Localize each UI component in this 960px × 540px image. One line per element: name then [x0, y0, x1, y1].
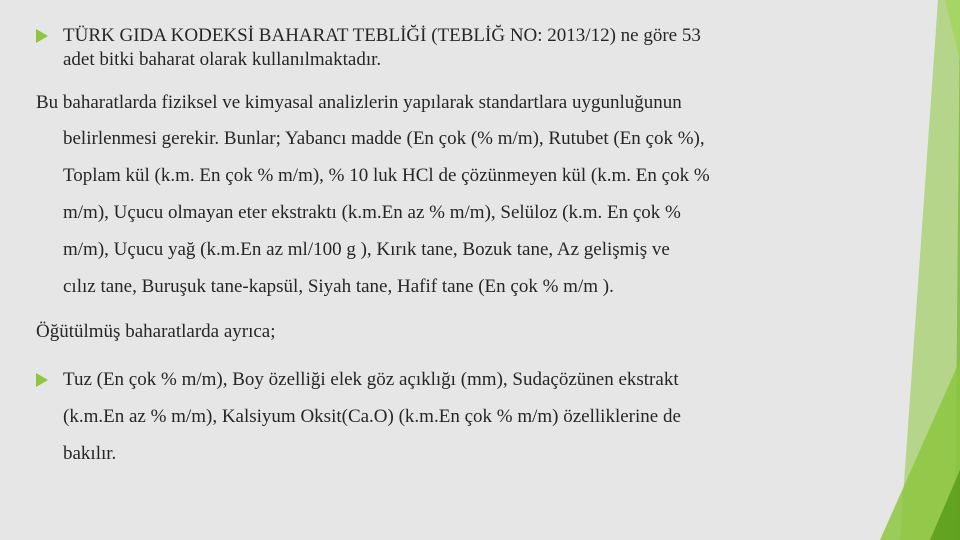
paragraph1-line3: Toplam kül (k.m. En çok % m/m), % 10 luk HCl de çözünmeyen kül (k.m. En çok %: [63, 165, 710, 186]
paragraph1-line6: cılız tane, Buruşuk tane-kapsül, Siyah tane, Hafif tane (En çok % m/m ).: [63, 276, 614, 297]
bullet1-line2: adet bitki baharat olarak kullanılmaktadır.: [63, 49, 382, 70]
section-heading: Öğütülmüş baharatlarda ayrıca;: [36, 321, 276, 342]
bullet2-line1: Tuz (En çok % m/m), Boy özelliği elek göz açıklığı (mm), Sudaçözünen ekstrakt: [63, 369, 679, 390]
bullet2-line3: bakılır.: [63, 443, 117, 464]
paragraph1-line5: m/m), Uçucu yağ (k.m.En az ml/100 g ), Kırık tane, Bozuk tane, Az gelişmiş ve: [63, 239, 670, 260]
bullet-marker-icon: [36, 29, 48, 43]
bullet-marker-icon: [36, 373, 48, 387]
paragraph1-line2: belirlenmesi gerekir. Bunlar; Yabancı madde (En çok (% m/m), Rutubet (En çok %),: [63, 128, 705, 149]
paragraph1-line4: m/m), Uçucu olmayan eter ekstraktı (k.m.En az % m/m), Selüloz (k.m. En çok %: [63, 202, 681, 223]
bullet2-line2: (k.m.En az % m/m), Kalsiyum Oksit(Ca.O) (k.m.En çok % m/m) özelliklerine de: [63, 406, 681, 427]
bullet1-line1: TÜRK GIDA KODEKSİ BAHARAT TEBLİĞİ (TEBLİĞ NO: 2013/12) ne göre 53: [63, 25, 701, 46]
paragraph1-line1: Bu baharatlarda fiziksel ve kimyasal analizlerin yapılarak standartlara uygunluğunun: [36, 92, 682, 113]
